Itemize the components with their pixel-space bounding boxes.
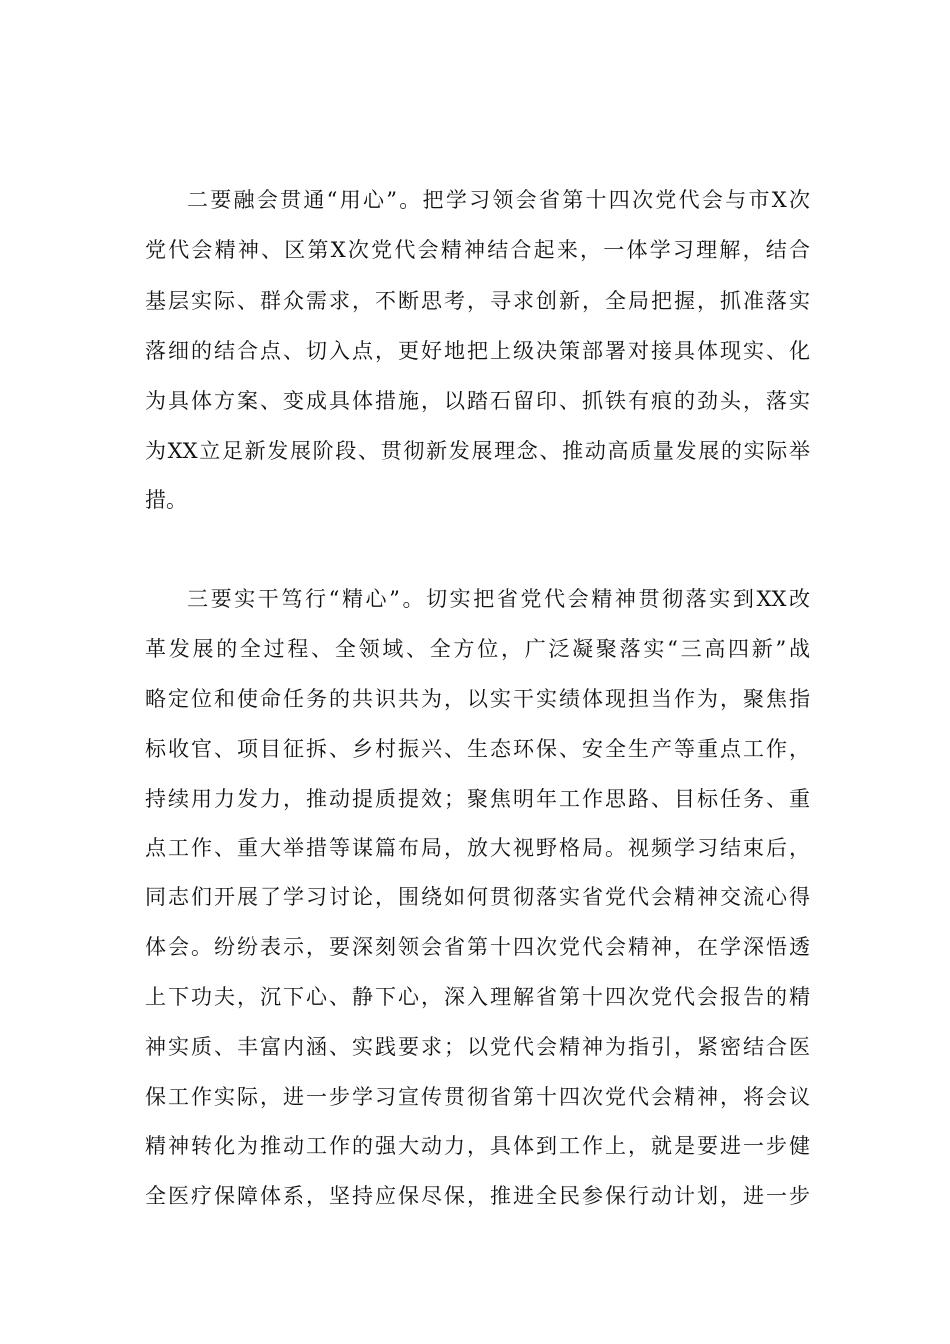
paragraph-1-line-2: 党代会精神、区第X次党代会精神结合起来，一体学习理解，结合 [145, 238, 810, 262]
paragraph-2-line-5: 持续用力发力，推动提质提效；聚焦明年工作思路、目标任务、重 [145, 787, 810, 811]
paragraph-2-line-1: 三要实干笃行“精心”。切实把省党代会精神贯彻落实到XX改 [187, 587, 810, 611]
paragraph-2-line-9: 上下功夫，沉下心、静下心，深入理解省第十四次党代会报告的精 [145, 985, 810, 1009]
paragraph-2-line-12: 精神转化为推动工作的强大动力，具体到工作上，就是要进一步健 [145, 1134, 810, 1158]
paragraph-2-line-13: 全医疗保障体系，坚持应保尽保，推进全民参保行动计划，进一步 [145, 1184, 810, 1208]
paragraph-1-line-1: 二要融会贯通“用心”。把学习领会省第十四次党代会与市X次 [187, 188, 810, 212]
paragraph-2-line-11: 保工作实际，进一步学习宣传贯彻省第十四次党代会精神，将会议 [145, 1085, 810, 1109]
paragraph-2-line-6: 点工作、重大举措等谋篇布局，放大视野格局。视频学习结束后， [145, 836, 810, 860]
paragraph-1-line-7: 措。 [145, 488, 187, 512]
paragraph-2-line-8: 体会。纷纷表示，要深刻领会省第十四次党代会精神，在学深悟透 [145, 935, 810, 959]
paragraph-2-line-2: 革发展的全过程、全领域、全方位，广泛凝聚落实“三高四新”战 [145, 637, 810, 661]
paragraph-1-line-3: 基层实际、群众需求，不断思考，寻求创新，全局把握，抓准落实 [145, 289, 810, 313]
paragraph-1-line-6: 为XX立足新发展阶段、贯彻新发展理念、推动高质量发展的实际举 [145, 439, 810, 463]
paragraph-1-line-4: 落细的结合点、切入点，更好地把上级决策部署对接具体现实、化 [145, 339, 810, 363]
paragraph-2-line-10: 神实质、丰富内涵、实践要求；以党代会精神为指引，紧密结合医 [145, 1035, 810, 1059]
paragraph-2-line-7: 同志们开展了学习讨论，围绕如何贯彻落实省党代会精神交流心得 [145, 885, 810, 909]
paragraph-2-line-3: 略定位和使命任务的共识共为，以实干实绩体现担当作为，聚焦指 [145, 687, 810, 711]
paragraph-1-line-5: 为具体方案、变成具体措施，以踏石留印、抓铁有痕的劲头，落实 [145, 389, 810, 413]
paragraph-2-line-4: 标收官、项目征拆、乡村振兴、生态环保、安全生产等重点工作， [145, 737, 810, 761]
